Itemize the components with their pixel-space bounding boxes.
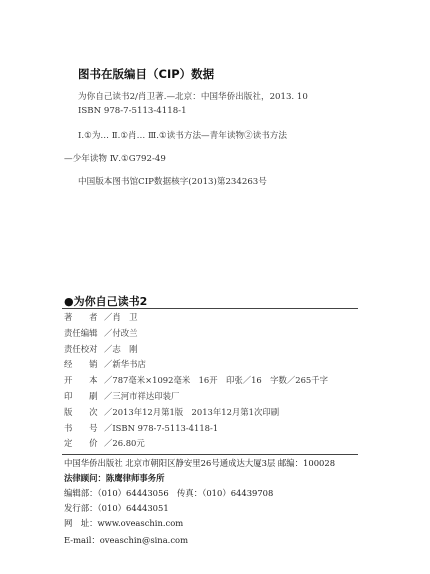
book-info-label: 开 本 xyxy=(64,375,98,386)
book-info-row xyxy=(64,343,138,355)
cip-title: 图书在版编目（CIP）数据 xyxy=(78,67,215,81)
book-info-value: ／三河市祥达印装厂 xyxy=(104,391,180,401)
book-info-value: ／787毫米×1092毫米 16开 印张／16 字数／265千字 xyxy=(104,375,328,386)
publisher-address: 中国华侨出版社 北京市朝阳区静安里26号通成达大厦3层 邮编：100028 xyxy=(64,458,336,468)
book-info-value: ／志 刚 xyxy=(104,343,138,354)
cip-bibliographic-line: 为你自己读书2/肖卫著.—北京：中国华侨出版社，2013. 10 xyxy=(78,92,308,102)
cip-classification-line2: —少年读物 Ⅳ.①G792-49 xyxy=(64,154,166,164)
book-info-label: 书 号 xyxy=(64,422,98,433)
book-title: ●为你自己读书2 xyxy=(64,295,148,308)
book-info-label: 定 价 xyxy=(64,438,98,449)
divider-top xyxy=(62,308,358,309)
divider-bottom xyxy=(62,454,358,455)
book-info-label: 责任校对 xyxy=(64,343,98,354)
email: E-mail：oveaschin@sina.com xyxy=(64,535,189,545)
cip-classification-line1: Ⅰ.①为… Ⅱ.①肖… Ⅲ.①读书方法—青年读物②读书方法 xyxy=(78,131,287,141)
book-info-row xyxy=(64,406,279,418)
book-info-label: 印 刷 xyxy=(64,391,98,401)
book-info-row xyxy=(64,327,138,339)
book-info-value: ／新华书店 xyxy=(104,359,146,370)
book-info-label: 著 者 xyxy=(64,312,98,322)
cip-isbn: ISBN 978-7-5113-4118-1 xyxy=(78,106,187,116)
book-info-value: ／ISBN 978-7-5113-4118-1 xyxy=(104,422,219,433)
book-info-label: 版 次 xyxy=(64,406,98,417)
book-info-row xyxy=(64,390,179,402)
book-info-label: 经 销 xyxy=(64,359,98,370)
legal-counsel: 法律顾问：陈鹰律师事务所 xyxy=(64,473,165,483)
book-info-row xyxy=(64,358,146,370)
cip-record-number: 中国版本图书馆CIP数据核字(2013)第234263号 xyxy=(78,177,267,187)
book-info-row xyxy=(64,374,328,386)
book-info-row xyxy=(64,422,218,434)
editorial-contact: 编辑部：（010）64443056 传真：（010）64439708 xyxy=(64,488,274,498)
website: 网 址：www.oveaschin.com xyxy=(64,518,184,528)
book-info-value: ／付改兰 xyxy=(104,327,138,338)
distribution-contact: 发行部：（010）64443051 xyxy=(64,503,169,513)
book-info-row xyxy=(64,437,145,449)
book-info-value: ／26.80元 xyxy=(104,438,145,449)
book-info-row xyxy=(64,311,138,323)
book-info-value: ／2013年12月第1版 2013年12月第1次印刷 xyxy=(104,406,280,417)
book-info-label: 责任编辑 xyxy=(64,327,98,338)
book-info-value: ／肖 卫 xyxy=(104,312,138,322)
